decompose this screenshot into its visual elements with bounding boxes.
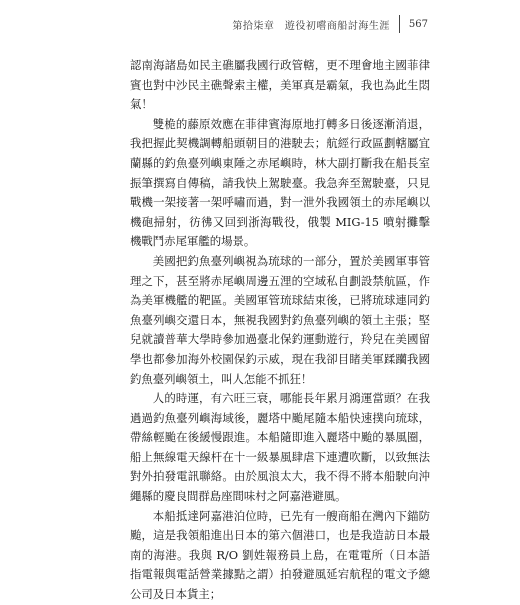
paragraph: 本船抵達阿嘉港泊位時，已先有一艘商船在灣內下錨防颱，這是我領船進出日本的第六個港口，也是我造訪日本最南的海港。我與 R/O 劉姓報務員上島，在電電所（日本語指電報與電話營業據點之謂）拍發避風延宕航程的電文予總公司及日本貨主；: [130, 508, 430, 602]
paragraph: 雙桅的藤原效應在菲律賓海原地打轉多日後逐漸消退，我把握此契機調轉船頭朝目的港駛去；航經行政區劃轄屬宜蘭縣的釣魚臺列嶼東陲之赤尾嶼時，林大副打斷我在船長室振筆撰寫自傳稿，請我快上駕駛臺。我急奔至駕駛臺，只見戰機一架接著一架呼嘯而過，對一泄外我國領土的赤尾嶼以機砲掃射，彷彿又回到浙海戰役，俄製 MIG-15 噴射攤擊機戰鬥赤尾軍艦的場景。: [130, 116, 430, 249]
paragraph: 人的時運，有六旺三衰，哪能長年累月鴻運當頭？在我過過釣魚臺列嶼海域後，麗塔中颱尾隨本船快速撲向琉球，帶絲輕颱在後緩慢跟進。本船隨即進入麗塔中颱的暴風圈，船上無線電天線杆在十一級暴風肆虐下連遭吹斷，以致無法對外拍發電訊聯絡。由於風浪太大，我不得不將本船駛向沖繩縣的慶良間群島座間味村之阿嘉港避風。: [130, 391, 430, 504]
running-header: [232, 14, 428, 34]
header-divider: [399, 15, 400, 33]
page-number: 567: [408, 18, 428, 30]
body-text: [130, 56, 430, 605]
paragraph: 認南海諸島如民主礁屬我國行政管轄，更不理會地主國菲律賓也對中沙民主礁聲索主權，美軍真是霸氣，我也為此生悶氣！: [130, 58, 430, 112]
chapter-title: 第拾柒章 遊役初嚐商船討海生涯: [232, 20, 390, 32]
paragraph: 美國把釣魚臺列嶼視為琉球的一部分，置於美國軍事管理之下，甚至將赤尾嶼周邊五浬的空域私自劃設禁航區，作為美軍機艦的靶區。美國軍管琉球結束後，已將琉球連同釣魚臺列嶼交還日本，無視我國對釣魚臺列嶼的領土主張；堅兒就讀普華大學時參加過臺北保釣運動遊行，羚兒在美國留學也都參加海外校園保釣示威，現在我卻目睹美軍蹂躪我國釣魚臺列嶼領土，叫人怎能不抓狂！: [130, 253, 430, 386]
